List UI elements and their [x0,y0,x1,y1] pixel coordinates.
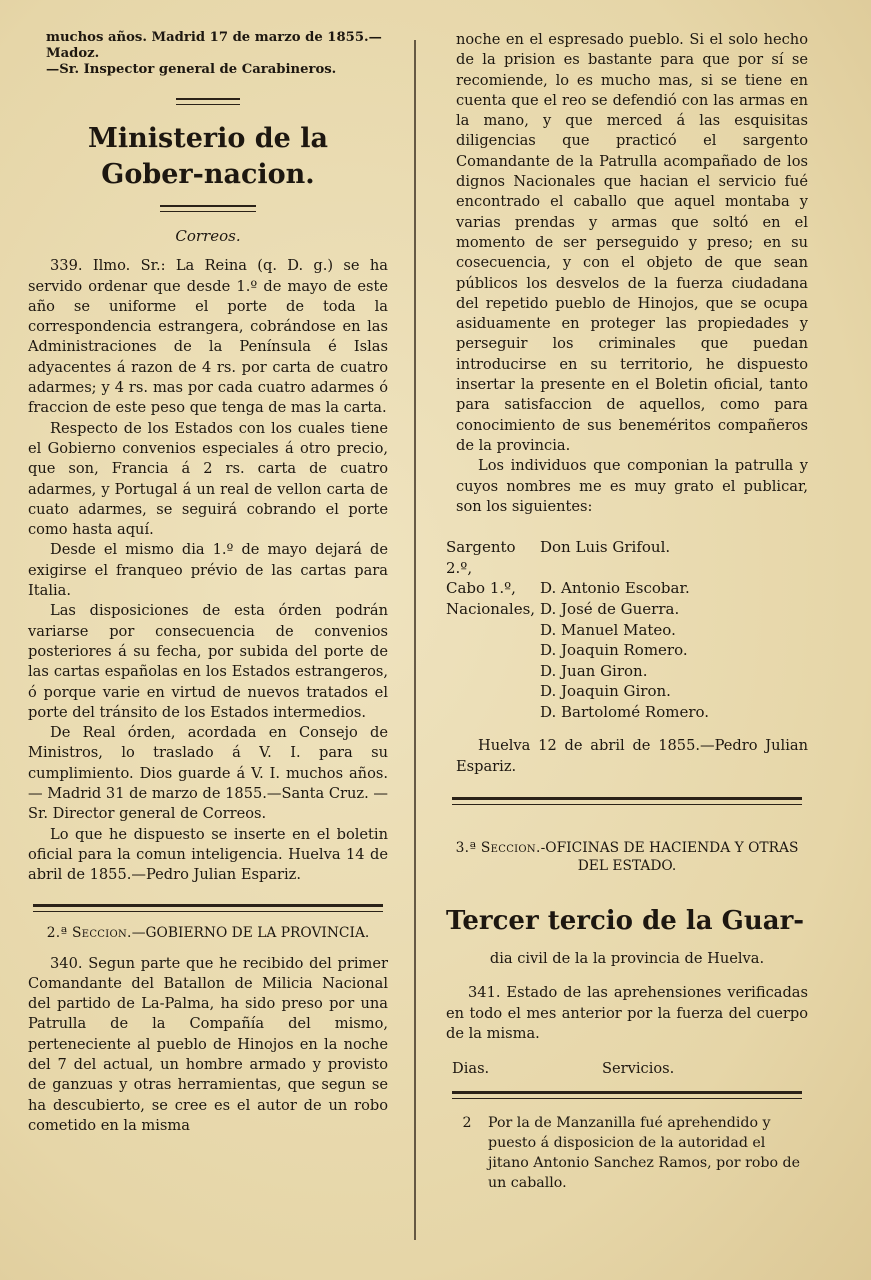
section-3-title: -OFICINAS DE HACIENDA Y OTRAS DEL ESTADO. [540,840,799,875]
left-column [28,30,388,1136]
guardia-subtitle: dia civil de la la provincia de Huelva. [489,950,765,968]
top-fragment-line-2: —Sr. Inspector general de Carabineros. [46,62,337,77]
column-divider [414,40,416,1240]
paragraph: Las disposiciones de esta órden podrán variarse por consecuencia de convenios posteriores á su fecha, por subida del porte de las cartas españolas en los Estados estrangeros, ó porque varie en virtud de nuevos tratados el porte del tránsito de los Estados intermedios. [28,602,388,721]
guardia-title: Tercer tercio de la Guar- [446,906,805,937]
paragraph: Respecto de los Estados con los cuales tiene el Gobierno convenios especiales á otro precio, que son, Francia á 2 rs. carta de cuatro adarmes, y Portugal á un real de vellon carta de cuato adarmes, se seguirá cobrando el porte como hasta aquí. [28,419,388,539]
patrol-list [446,537,808,722]
patrol-row: D. Manuel Mateo. [540,620,676,639]
section-3-label: 3.ª Seccion. [455,840,541,857]
paragraph: Desde el mismo dia 1.º de mayo dejará de exigirse el franqueo prévio de las cartas para Italia. [28,541,388,600]
patrol-row: D. Joaquin Romero. [540,641,688,660]
section-rule [33,904,383,912]
continuation-paragraph: noche en el espresado pueblo. Si el solo hecho de la prision es bastante para que por sí se recomiende, lo es mucho mas, si se tiene en cuenta que el reo se defendió con las armas en la mano, y que merced á las esquisitas diligencias que practicó el sargento Comandante de la Patrulla acompañado de los dignos Nacionales que hacian el servicio fué encontrado el caballo que aquel montaba y varias prendas y armas que soltó en el momento de ser perseguido y preso; en su cosecuencia, y con el objeto de que sean públicos los desvelos de la fuerza ciudadana del repetido pueblo de Hinojos, que se ocupa asiduamente en proteger las propiedades y perseguir los criminales que puedan introducirse en su territorio, he dispuesto insertar la presente en el Boletin oficial, tanto para satisfaccion de aquellos, como para conocimiento de sus beneméritos compañeros de la provincia. [456,31,808,454]
entry-text: Por la de Manzanilla fué aprehendido y puesto á disposicion de la autoridad el jitano Antonio Sanchez Ramos, por robo de un caballo. [488,1115,801,1192]
signature-line: Huelva 12 de abril de 1855.—Pedro Julian Espariz. [456,737,808,775]
paragraph-339: 339. Ilmo. Sr.: La Reina (q. D. g.) se ha servido ordenar que desde 1.º de mayo de este año se uniforme el porte de toda la correspondencia estrangera, cobrándose en las Administraciones de la Península é Islas adyacentes á razon de 4 rs. por carta de cuatro adarmes; y 4 rs. mas por cada cuatro adarmes ó fraccion de este peso que tenga de mas la carta. [28,257,388,417]
names-intro: Los individuos que componian la patrulla y cuyos nombres me es muy grato el publicar, son los siguientes: [456,457,808,515]
table-rule [452,1091,802,1099]
section-2-title: —GOBIERNO DE LA PROVINCIA. [131,924,370,941]
table-row [446,1113,808,1193]
section-3-heading [446,839,808,875]
top-fragment-line-1: muchos años. Madrid 17 de marzo de 1855.—Madoz. [46,30,382,61]
section-2-label: 2.ª Seccion. [46,924,132,941]
section-2-heading [28,924,388,942]
right-column [446,30,808,1193]
paragraph: De Real órden, acordada en Consejo de Ministros, lo traslado á V. I. para su cumplimiento. Dios guarde á V. I. muchos años.— Madrid 31 de marzo de 1855.—Santa Cruz. —Sr. Director general de Correos. [28,724,388,823]
section-rule [452,797,802,805]
patrol-row: D. Bartolomé Romero. [540,702,710,721]
column-dias: Dias. [452,1060,490,1078]
patrol-row: Cabo 1.º, D. Antonio Escobar. [446,579,690,598]
paragraph-341: 341. Estado de las aprehensiones verificadas en todo el mes anterior por la fuerza del cuerpo de la misma. [446,984,808,1042]
patrol-row: D. Joaquin Giron. [540,682,671,701]
table-header [446,1060,808,1077]
ornament-rule [160,205,256,212]
patrol-row: Sargento 2.º, Don Luis Grifoul. [446,538,671,577]
ornament-rule [176,98,240,105]
entry-day: 2 [462,1115,472,1132]
patrol-row: Nacionales, D. José de Guerra. [446,599,680,618]
subheading-correos: Correos. [175,227,241,245]
paragraph-signature: Lo que he dispuesto se inserte en el boletin oficial para la comun inteligencia. Huelva 14 de abril de 1855.—Pedro Julian Espariz. [28,825,388,884]
paragraph-340: 340. Segun parte que he recibido del primer Comandante del Batallon de Milicia Nacional del partido de La-Palma, ha sido preso por una Patrulla de la Compañía del mismo, perteneciente al pueblo de Hinojos en la noche del 7 del actual, un hombre armado y provisto de ganzuas y otras herramientas, que segun se ha descubierto, se cree es el autor de un robo cometido en la misma [28,954,388,1134]
column-servicios: Servicios. [602,1060,675,1078]
ministry-title: Ministerio de la Gober-nacion. [88,123,328,190]
patrol-row: D. Juan Giron. [540,661,648,680]
